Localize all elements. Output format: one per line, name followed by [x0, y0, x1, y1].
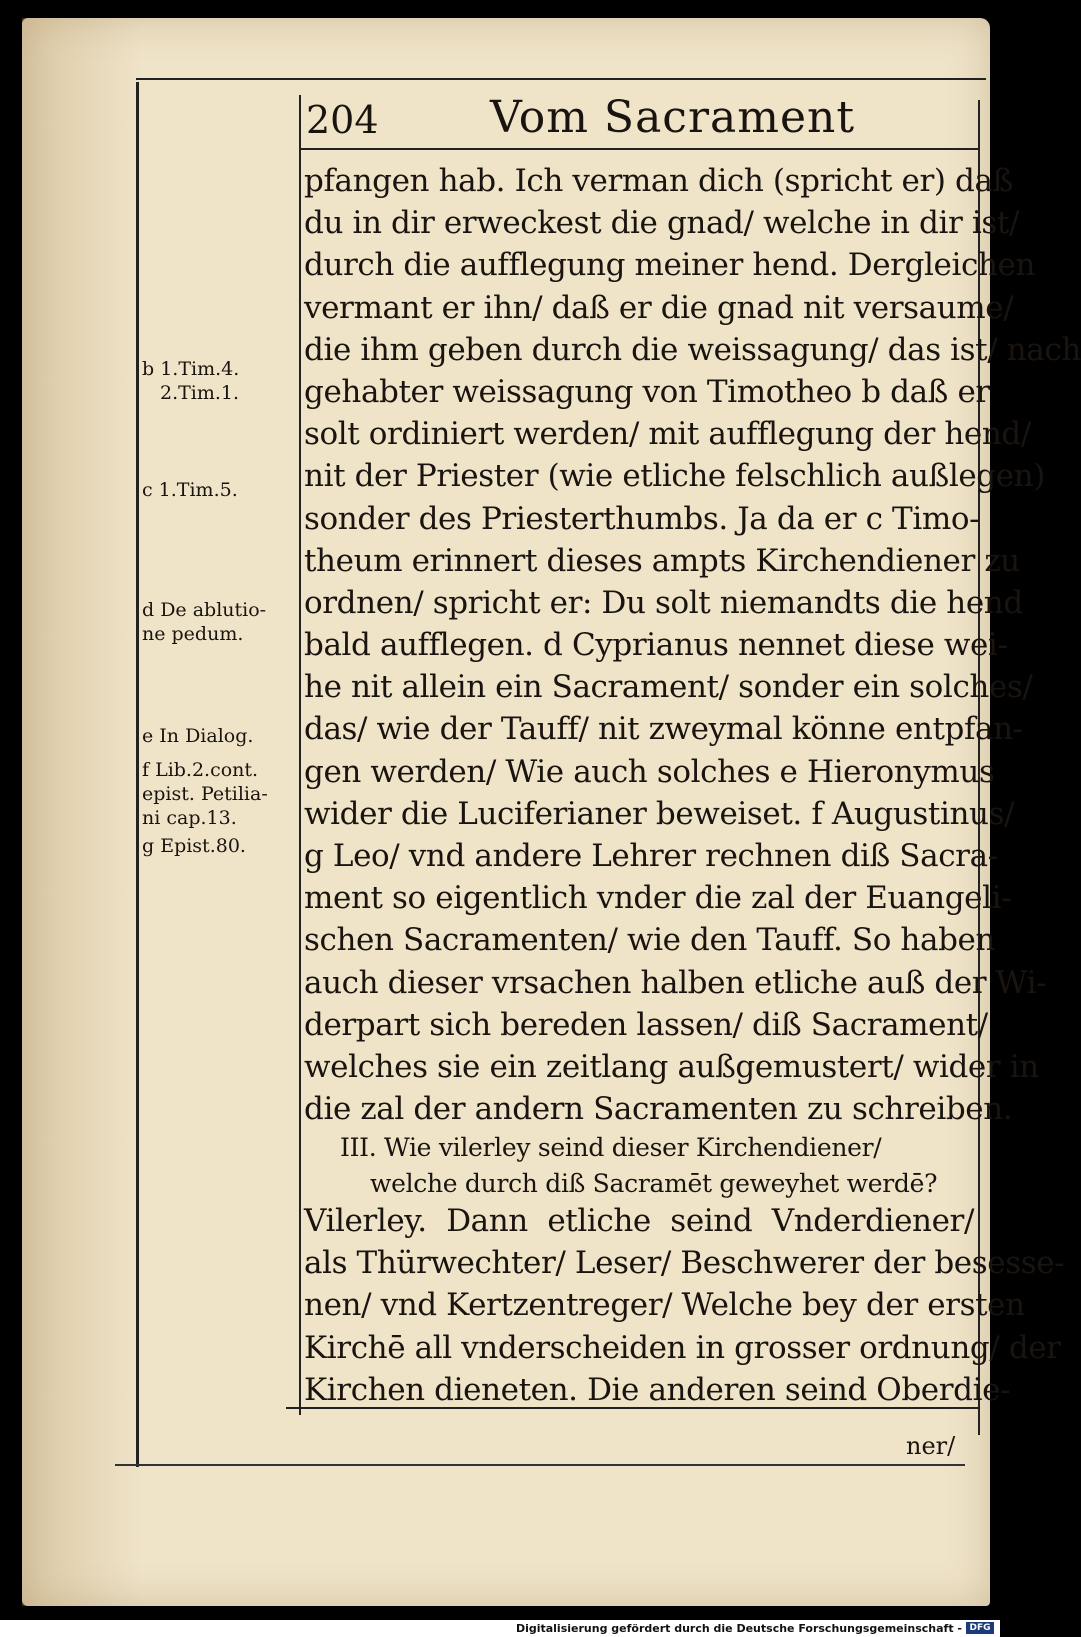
- margin-note-e: [142, 724, 253, 748]
- text-line: als Thürwechter/ Leser/ Beschwerer der besesse-: [304, 1245, 1065, 1282]
- margin-note-line: b 1.Tim.4.: [142, 358, 240, 380]
- question-line: III. Wie vilerley seind dieser Kirchendiener/: [340, 1133, 882, 1162]
- digitization-credit: Digitalisierung gefördert durch die Deutsche Forschungsgemeinschaft -: [515, 1622, 962, 1635]
- text-line: wider die Luciferianer beweiset. f Augustinus/: [304, 795, 1015, 832]
- margin-note-line: ne pedum.: [142, 623, 244, 645]
- margin-note-line: d De ablutio-: [142, 599, 267, 621]
- text-line: g Leo/ vnd andere Lehrer rechnen diß Sacra-: [304, 838, 998, 874]
- text-line: die ihm geben durch die weissagung/ das ist/ nach: [304, 331, 1081, 368]
- text-line: welches sie ein zeitlang außgemustert/ wider in: [304, 1048, 1039, 1085]
- text-line: ordnen/ spricht er: Du solt niemandts die hend: [304, 584, 1023, 621]
- frame-top-rule: [136, 78, 986, 80]
- text-line: durch die aufflegung meiner hend. Dergleichen: [304, 247, 1036, 284]
- margin-note-g: [142, 834, 246, 858]
- text-line: Vilerley. Dann etliche seind Vnderdiener/: [304, 1203, 974, 1239]
- text-line: nit der Priester (wie etliche felschlich außlegen): [304, 458, 1045, 495]
- margin-note-c: [142, 478, 238, 502]
- page-stain: [22, 18, 142, 1606]
- header-rule: [300, 148, 978, 150]
- text-line: pfangen hab. Ich verman dich (spricht er) daß: [304, 163, 1013, 199]
- margin-note-line: f Lib.2.cont.: [142, 759, 259, 781]
- text-line: gen werden/ Wie auch solches e Hieronymus: [304, 753, 995, 790]
- margin-note-f: [142, 758, 268, 830]
- text-line: schen Sacramenten/ wie den Tauff. So haben: [304, 922, 996, 959]
- page-number: 204: [306, 98, 379, 142]
- text-line: theum erinnert dieses ampts Kirchendiener zu: [304, 542, 1020, 579]
- margin-note-d: [142, 598, 266, 646]
- text-line: die zal der andern Sacramenten zu schreiben.: [304, 1091, 1013, 1128]
- dfg-logo: DFG: [966, 1622, 994, 1634]
- text-line: he nit allein ein Sacrament/ sonder ein solches/: [304, 669, 1033, 706]
- text-line: nen/ vnd Kertzentreger/ Welche bey der ersten: [304, 1287, 1025, 1324]
- text-line: du in dir erweckest die gnad/ welche in dir ist/: [304, 205, 1019, 242]
- margin-note-line: 2.Tim.1.: [160, 382, 240, 404]
- running-title: Vom Sacrament: [490, 92, 855, 143]
- margin-note-line: ni cap.13.: [142, 807, 237, 829]
- text-line: auch dieser vrsachen halben etliche auß der Wi-: [304, 964, 1047, 1001]
- text-line: Kirchen dieneten. Die anderen seind Oberdie-: [304, 1371, 1011, 1408]
- frame-bottom-rule: [115, 1464, 965, 1466]
- text-line: solt ordiniert werden/ mit aufflegung der hend/: [304, 416, 1031, 453]
- question-heading: [340, 1130, 980, 1202]
- catchword: ner/: [906, 1432, 956, 1460]
- text-line: gehabter weissagung von Timotheo b daß er: [304, 373, 990, 410]
- frame-left-rule: [136, 82, 139, 1467]
- margin-note-line: g Epist.80.: [142, 835, 246, 857]
- text-line: sonder des Priesterthumbs. Ja da er c Timo-: [304, 500, 980, 537]
- text-line: ment so eigentlich vnder die zal der Euangeli-: [304, 880, 1012, 917]
- text-line: Kirchē all vnderscheiden in grosser ordnung/ der: [304, 1329, 1061, 1366]
- column-rule: [299, 95, 301, 1415]
- margin-note-line: epist. Petilia-: [142, 783, 268, 805]
- text-line: derpart sich bereden lassen/ diß Sacrament/: [304, 1006, 988, 1043]
- margin-note-line: e In Dialog.: [142, 725, 254, 747]
- answer-text: [304, 1200, 1065, 1411]
- text-line: vermant er ihn/ daß er die gnad nit versaume/: [304, 289, 1014, 326]
- text-line: bald aufflegen. d Cyprianus nennet diese wei-: [304, 627, 1008, 664]
- text-line: das/ wie der Tauff/ nit zweymal könne entpfan-: [304, 711, 1023, 748]
- margin-note-line: c 1.Tim.5.: [142, 479, 238, 501]
- main-text: [304, 160, 1081, 1130]
- question-line: welche durch diß Sacramēt geweyhet werdē?: [370, 1169, 938, 1198]
- margin-note-b: [142, 357, 239, 405]
